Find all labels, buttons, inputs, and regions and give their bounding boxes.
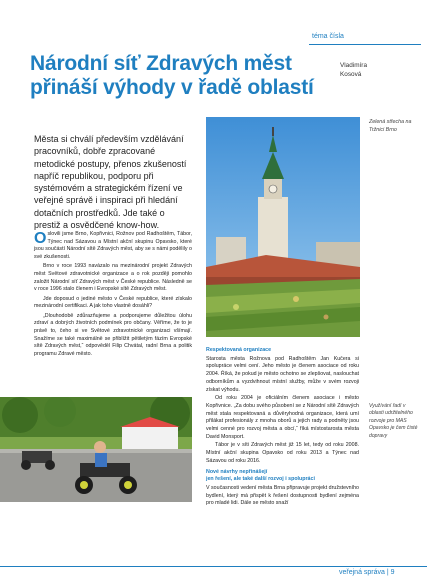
author — [340, 62, 420, 79]
body-paragraph: Od roku 2004 je oficiálním členem asociace i město Kopřivnice. „Za dobu svého působení se z Národní sítě Zdravých měst stala respektovaná a důvěryhodná organizace, která umí přilákat profesionály z mnoha oborů a jejich rady a podněty jsou velmi cenné pro rozvoj města a obcí,“ říká místostarosta města David Monsport. — [206, 395, 359, 440]
body-paragraph: Jde doposud o jediné město v České republice, které získalo mezinárodní certifikaci. A jak toho vlastně dosáhli? — [34, 295, 192, 310]
author-last-name: Kosová — [340, 70, 362, 78]
subheading: Nové návrhy nepřinášejí jen řešení, ale také další rozvoj i spolupráci — [206, 468, 315, 483]
article-body-column-2 — [206, 347, 359, 509]
article-body — [34, 231, 192, 360]
drop-cap: O — [34, 230, 47, 247]
photo-caption: Zelená střecha na Tržnici Brno — [369, 119, 412, 133]
photo-caption: Využívání řadí v oblasti udržitelného rozvoje pro MAS Opavsko je čem čisté dopravy — [369, 403, 418, 439]
section-divider — [309, 44, 421, 45]
lead-paragraph: Města si chválí především vzdělávání pracovníků, dobře zpracované metodické postupy, přenos zkušeností napříč republikou, podporu při systémovém a strategickém řízení ve veřejné správě i inspiraci při hledání dotačních prostředků. Jde také o prestiž a osvědčené know-how. — [34, 134, 187, 231]
body-paragraph: „Dlouhodobě zdůrazňujeme a podporujeme důležitou úlohu zdraví a dobrých životních podmínek pro občany. Věříme, že to je právě to, čeho si ve Světové zdravotnické organizaci všímají. Snažíme se také maximálně se přiblížit pětiletým fázím Evropské sítě Zdravých měst,“ odpověděl Filip Chvátal, radní Brna a politik programu Zdravé město. — [34, 312, 192, 358]
article-title: Národní síť Zdravých měst přináší výhody v řadě oblastí — [30, 52, 314, 99]
body-paragraph: V současnosti vedení města Brna připravuje projekt družstevního bydlení, který má přispět k řešení dostupnosti bydlení zejména pro mladé lidi. Dále se město snaží — [206, 484, 359, 507]
author-first-name: Vladimíra — [340, 62, 367, 69]
body-paragraph: Brno v roce 1993 navázalo na mezinárodní projekt Zdravých měst Světové zdravotnické organizace a o rok později pomohlo založit Národní síť Zdravých měst v České republice. Následně se v roce 1996 stalo členem i Evropské sítě Zdravých měst. — [34, 263, 192, 293]
pedal-cars-photo — [0, 397, 192, 502]
page-footer: veřejná správa | 9 — [339, 569, 395, 576]
green-roof-photo — [206, 117, 360, 337]
subheading: Respektovaná organizace — [206, 347, 272, 353]
footer-divider — [0, 566, 427, 567]
body-paragraph: Starosta města Rožnova pod Radhoštěm Jan Kučera si spolupráce velmi cení. Jeho město je členem asociace od roku 2004. Říká, že pokud je město ochotno se zlepšovat, naslouchat odborníkům a vyzdvihnout místní služby, může v svém rozvoji získat výhodu. — [206, 355, 359, 393]
body-paragraph: Oslovili jsme Brno, Kopřivnici, Rožnov pod Radhoštěm, Tábor, Týnec nad Sázavou a Místní akční skupinu Opavsko, které jsou součástí Národní sítě Zdravých měst, aby se s námi podělily o své zkušenosti. — [34, 230, 192, 261]
body-paragraph: Tábor je v síti Zdravých měst již 15 let, tedy od roku 2008. Místní akční skupina Opavsko od roku 2013 a Týnec nad Sázavou od roku 2016. — [206, 442, 359, 464]
section-label: téma čísla — [312, 33, 344, 40]
